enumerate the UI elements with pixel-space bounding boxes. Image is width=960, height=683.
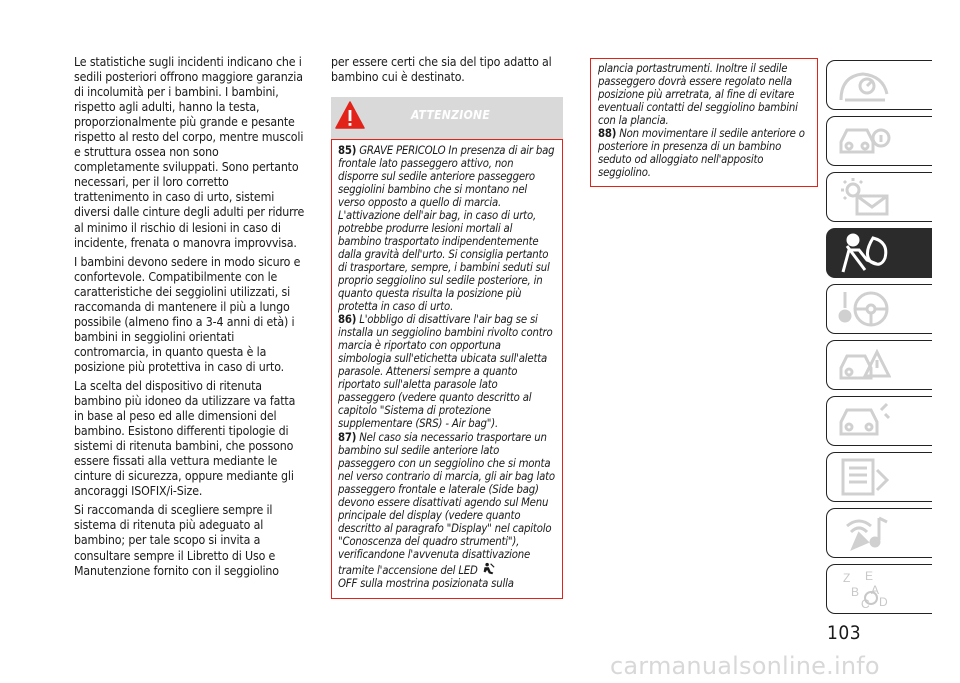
airbag-off-led-icon — [481, 562, 495, 576]
note-86 — [338, 314, 556, 431]
note-number: 87) — [338, 431, 357, 445]
checklist-icon — [837, 456, 891, 498]
note-87 — [338, 432, 556, 590]
svg-text:B: B — [851, 585, 860, 599]
paragraph: Si raccomanda di scegliere sempre il sistema di ritenuta più adeguato al bambino; per tale scopo si invita a consultare sempre il Libretto di Uso e Manutenzione fornito con il seggiolino — [74, 503, 279, 578]
column-middle — [331, 55, 563, 599]
note-text: L'obbligo di disattivare l'air bag se si installa un seggiolino bambini rivolto contro marcia è riportato con opportuna simbologia sull'etichetta ubicata sull'aletta parasole. Attenersi sempre a quanto riportato sull'aletta parasole lato passeggero (vedere quanto descritto al capitolo "Sistema di protezione supplementare (SRS) - Air bag"). — [338, 313, 553, 431]
note-number: 88) — [598, 126, 617, 140]
airbag-seat-icon — [837, 232, 891, 274]
column-right-warning-box — [590, 58, 818, 187]
car-info-icon — [837, 120, 891, 162]
note-text: Nel caso sia necessario trasportare un bambino sul sedile anteriore lato passeggero con un seggiolino che si monta nel verso contrario di marcia, gli air bag lato passeggero frontale e laterale (Side bag) devono essere disattivati agendo sul Menu principale del display (vedere quanto descritto al paragrafo "Display" nel capitolo "Conoscenza del quadro strumenti"), verificandone l'avvenuta disattivazione tramite l'accensione del LED — [338, 431, 555, 577]
note-number: 86) — [338, 313, 357, 327]
svg-text:A: A — [871, 583, 880, 597]
multimedia-icon — [837, 512, 891, 554]
warning-header — [331, 97, 563, 139]
chapter-tabs — [826, 60, 932, 620]
lights-envelope-icon — [837, 176, 891, 218]
column-left — [74, 55, 306, 583]
tab-multimedia[interactable] — [826, 508, 932, 558]
tab-technical-data[interactable] — [826, 452, 932, 502]
note-85 — [338, 145, 556, 313]
car-warning-icon — [837, 344, 891, 386]
tab-emergency[interactable] — [826, 340, 932, 390]
note-number: 85) — [338, 144, 357, 158]
tab-lights-messages[interactable] — [826, 172, 932, 222]
note-88 — [598, 128, 811, 180]
tab-dashboard[interactable] — [826, 60, 932, 110]
tab-starting-driving[interactable] — [826, 284, 932, 334]
tab-maintenance[interactable] — [826, 396, 932, 446]
paragraph: I bambini devono sedere in modo sicuro e confortevole. Compatibilmente con le caratteristiche dei seggiolini utilizzati, si raccomanda di mantenere il più a lungo possibile (almeno fino a 3-4 anni di età) i bambini in seggiolini orientati contromarcia, in quanto questa è la posizione più protettiva in caso di urto. — [74, 254, 301, 374]
tab-safety[interactable] — [826, 228, 932, 278]
watermark[interactable]: carmanualsonline.info — [610, 652, 880, 680]
svg-text:C: C — [861, 597, 870, 610]
svg-text:Z: Z — [843, 571, 851, 585]
steering-wheel-icon — [837, 288, 891, 330]
paragraph: Le statistiche sugli incidenti indicano che i sedili posteriori offrono maggiore garanzia di incolumità per i bambini. I bambini, rispetto agli adulti, hanno la testa, proporzionalmente più grande e pesante rispetto al resto del corpo, mentre muscoli e struttura ossea non sono completamente sviluppati. Sono pertanto necessari, per il loro corretto trattenimento in caso di urto, sistemi diversi dalle cinture degli adulti per ridurre al minimo il rischio di lesioni in caso di incidente, frenata o manovra improvvisa. — [74, 55, 305, 250]
dashboard-icon — [837, 64, 891, 106]
alphabet-index-icon — [837, 568, 891, 610]
note-continuation: plancia portastrumenti. Inoltre il sedile passeggero dovrà essere regolato nella posizione più arretrata, al fine di evitare eventuali contatti del seggiolino bambini con la plancia. — [598, 62, 798, 127]
note-text: Non movimentare il sedile anteriore o posteriore in presenza di un bambino seduto od alloggiato nell'apposito seggiolino. — [598, 126, 805, 179]
paragraph: La scelta del dispositivo di ritenuta bambino più idoneo da utilizzare va fatta in base al peso ed alle dimensioni del bambino. Esistono differenti tipologie di sistemi di ritenuta bambini, che possono essere fissati alla vettura mediante le cinture di sicurezza, oppure mediante gli ancoraggi ISOFIX/i-Size. — [74, 378, 296, 499]
note-text-continued: OFF sulla mostrina posizionata sulla — [338, 576, 514, 590]
svg-text:D: D — [879, 595, 888, 609]
page-number: 103 — [827, 622, 862, 644]
paragraph: per essere certi che sia del tipo adatto al bambino cui è destinato. — [331, 55, 552, 85]
tab-index[interactable] — [826, 564, 932, 614]
note-text: GRAVE PERICOLO In presenza di air bag frontale lato passeggero attivo, non disporre sul sedile anteriore passeggero seggiolini bambino che si montano nel verso opposto a quello di marcia. L'attivazione dell'air bag, in caso di urto, potrebbe produrre lesioni mortali al bambino trasportato indipendentemente dalla gravità dell'urto. Si consiglia pertanto di trasportare, sempre, i bambini seduti sul proprio seggiolino sul sedile posteriore, in quanto questa risulta la posizione più protetta in caso di urto. — [338, 144, 555, 313]
tab-car-info[interactable] — [826, 116, 932, 166]
car-service-icon — [837, 400, 891, 442]
warning-triangle-icon — [335, 101, 365, 129]
warning-title: ATTENZIONE — [411, 108, 491, 123]
warning-box — [331, 139, 563, 598]
svg-text:E: E — [865, 569, 874, 583]
